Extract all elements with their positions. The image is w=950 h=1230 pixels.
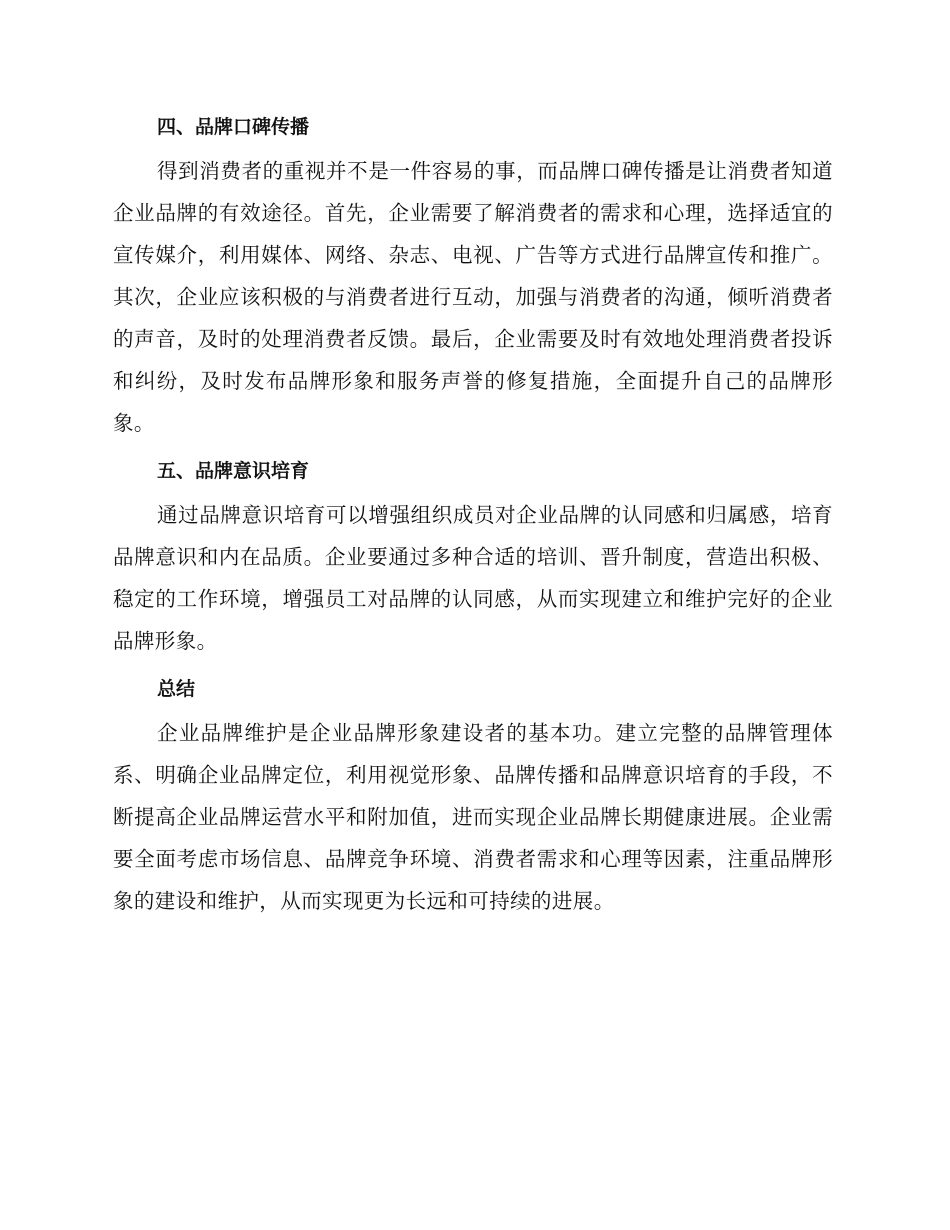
section-heading: 五、品牌意识培育 <box>157 460 310 482</box>
section-brand-word-of-mouth <box>113 108 833 444</box>
section-heading: 四、品牌口碑传播 <box>157 116 310 138</box>
section-paragraph: 企业品牌维护是企业品牌形象建设者的基本功。建立完整的品牌管理体系、明确企业品牌定位，利用视觉形象、品牌传播和品牌意识培育的手段，不断提高企业品牌运营水平和附加值，进而实现企业品牌长期健康进展。企业需要全面考虑市场信息、品牌竞争环境、消费者需求和心理等因素，注重品牌形象的建设和维护，从而实现更为长远和可持续的进展。 <box>113 721 833 913</box>
section-paragraph: 得到消费者的重视并不是一件容易的事，而品牌口碑传播是让消费者知道企业品牌的有效途径。首先，企业需要了解消费者的需求和心理，选择适宜的宣传媒介，利用媒体、网络、杂志、电视、广告等方式进行品牌宣传和推广。其次，企业应该积极的与消费者进行互动，加强与消费者的沟通，倾听消费者的声音，及时的处理消费者反馈。最后，企业需要及时有效地处理消费者投诉和纠纷，及时发布品牌形象和服务声誉的修复措施，全面提升自己的品牌形象。 <box>113 159 833 435</box>
section-heading: 总结 <box>157 678 196 700</box>
section-paragraph: 通过品牌意识培育可以增强组织成员对企业品牌的认同感和归属感，培育品牌意识和内在品质。企业要通过多种合适的培训、晋升制度，营造出积极、稳定的工作环境，增强员工对品牌的认同感，从而实现建立和维护完好的企业品牌形象。 <box>113 503 833 653</box>
section-summary <box>113 670 833 922</box>
document-body <box>113 108 833 930</box>
section-brand-awareness <box>113 452 833 662</box>
